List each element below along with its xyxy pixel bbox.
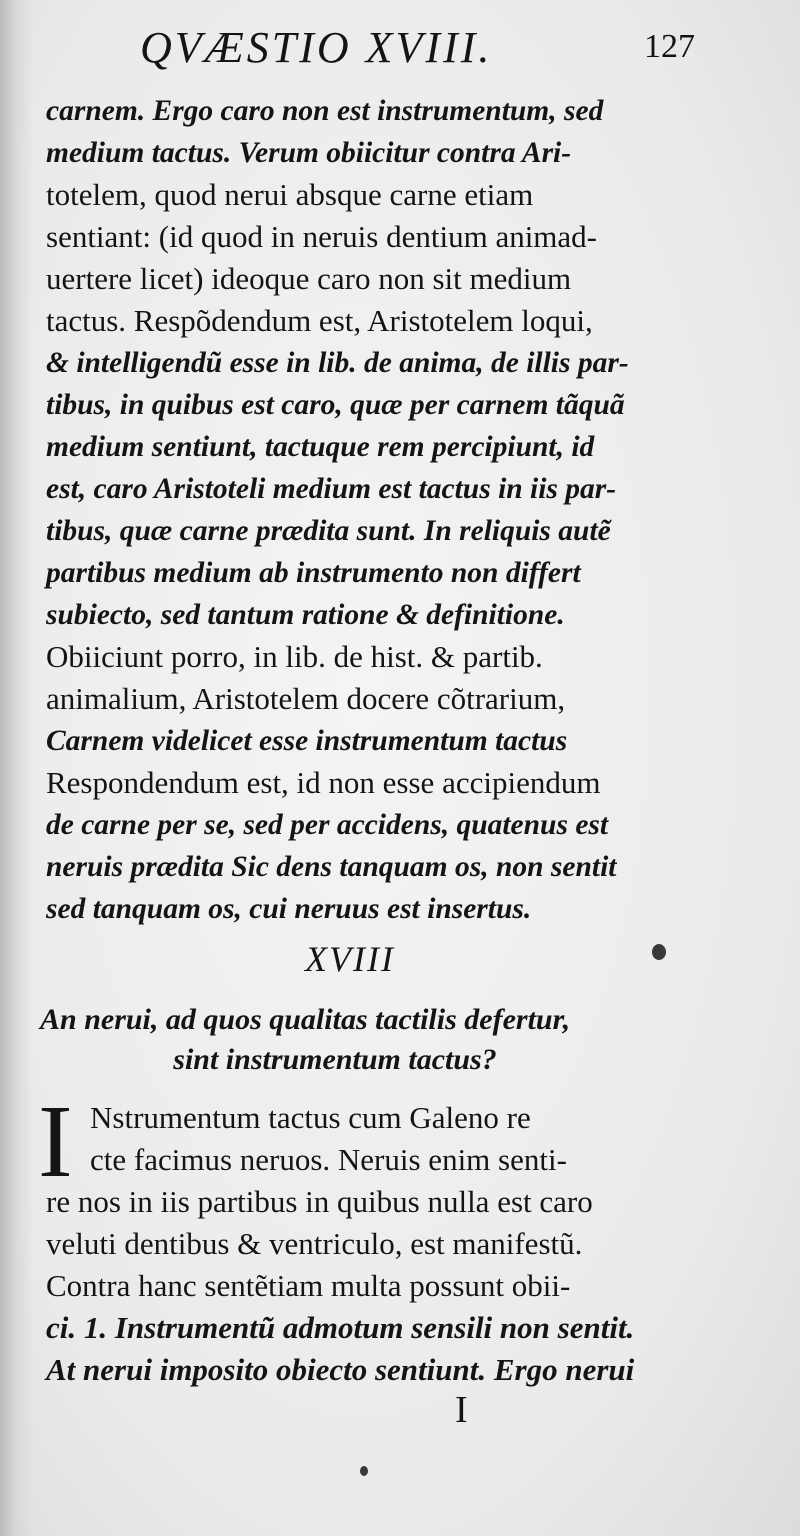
text-line: est, caro Aristoteli medium est tactus in iis par- [46, 473, 617, 505]
text-line: Respondendum est, id non esse accipiendum [46, 765, 601, 800]
page-number: 127 [644, 28, 695, 65]
section-question [40, 1000, 690, 1080]
text-line: cte facimus neruos. Neruis enim senti- [90, 1142, 567, 1177]
question-line: An nerui, ad quos qualitas tactilis defertur, [40, 1003, 571, 1036]
page-gutter-shadow [0, 0, 34, 1536]
paragraph-2 [46, 1097, 686, 1391]
text-line: sentiant: (id quod in neruis dentium animad- [46, 219, 598, 254]
catchword: I [455, 1389, 468, 1431]
text-line: totelem, quod nerui absque carne etiam [46, 177, 534, 212]
text-line: animalium, Aristotelem docere cõtrarium, [46, 681, 566, 716]
ink-spot [360, 1466, 368, 1476]
text-line: & intelligendũ esse in lib. de anima, de illis par- [46, 347, 629, 379]
text-line: neruis prædita Sic dens tanquam os, non sentit [46, 851, 617, 883]
text-line: At nerui imposito obiecto sentiunt. Ergo nerui [46, 1352, 635, 1387]
text-line: veluti dentibus & ventriculo, est manifestũ. [46, 1226, 583, 1261]
text-line: de carne per se, sed per accidens, quatenus est [46, 809, 609, 841]
text-line: re nos in iis partibus in quibus nulla est caro [46, 1184, 593, 1219]
question-line: sint instrumentum tactus? [173, 1043, 497, 1076]
drop-cap: I [38, 1084, 73, 1199]
text-line: Contra hanc sentẽtiam multa possunt obii- [46, 1268, 571, 1303]
page-header [140, 22, 695, 80]
text-line: uertere licet) ideoque caro non sit medium [46, 261, 572, 296]
text-line: carnem. Ergo caro non est instrumentum, sed [46, 95, 604, 127]
text-line: medium tactus. Verum obiicitur contra Ari- [46, 137, 572, 169]
text-line: Nstrumentum tactus cum Galeno re [90, 1100, 531, 1135]
text-line: subiecto, sed tantum ratione & definitione. [46, 599, 565, 631]
text-line: tibus, quæ carne prædita sunt. In reliquis autẽ [46, 515, 611, 547]
text-line: sed tanquam os, cui neruus est insertus. [46, 893, 532, 925]
paragraph-1 [46, 90, 686, 930]
text-line: Carnem videlicet esse instrumentum tactus [46, 725, 568, 757]
running-head: QVÆSTIO XVIII. [140, 23, 493, 72]
text-line: ci. 1. Instrumentũ admotum sensili non sentit. [46, 1310, 635, 1345]
section-number: XVIII [305, 939, 395, 979]
text-line: medium sentiunt, tactuque rem percipiunt, id [46, 431, 595, 463]
text-line: tactus. Respõdendum est, Aristotelem loqui, [46, 303, 593, 338]
ink-spot [652, 944, 666, 960]
text-line: Obiiciunt porro, in lib. de hist. & partib. [46, 639, 543, 674]
text-line: partibus medium ab instrumento non differt [46, 557, 581, 589]
text-line: tibus, in quibus est caro, quæ per carnem tãquã [46, 389, 625, 421]
